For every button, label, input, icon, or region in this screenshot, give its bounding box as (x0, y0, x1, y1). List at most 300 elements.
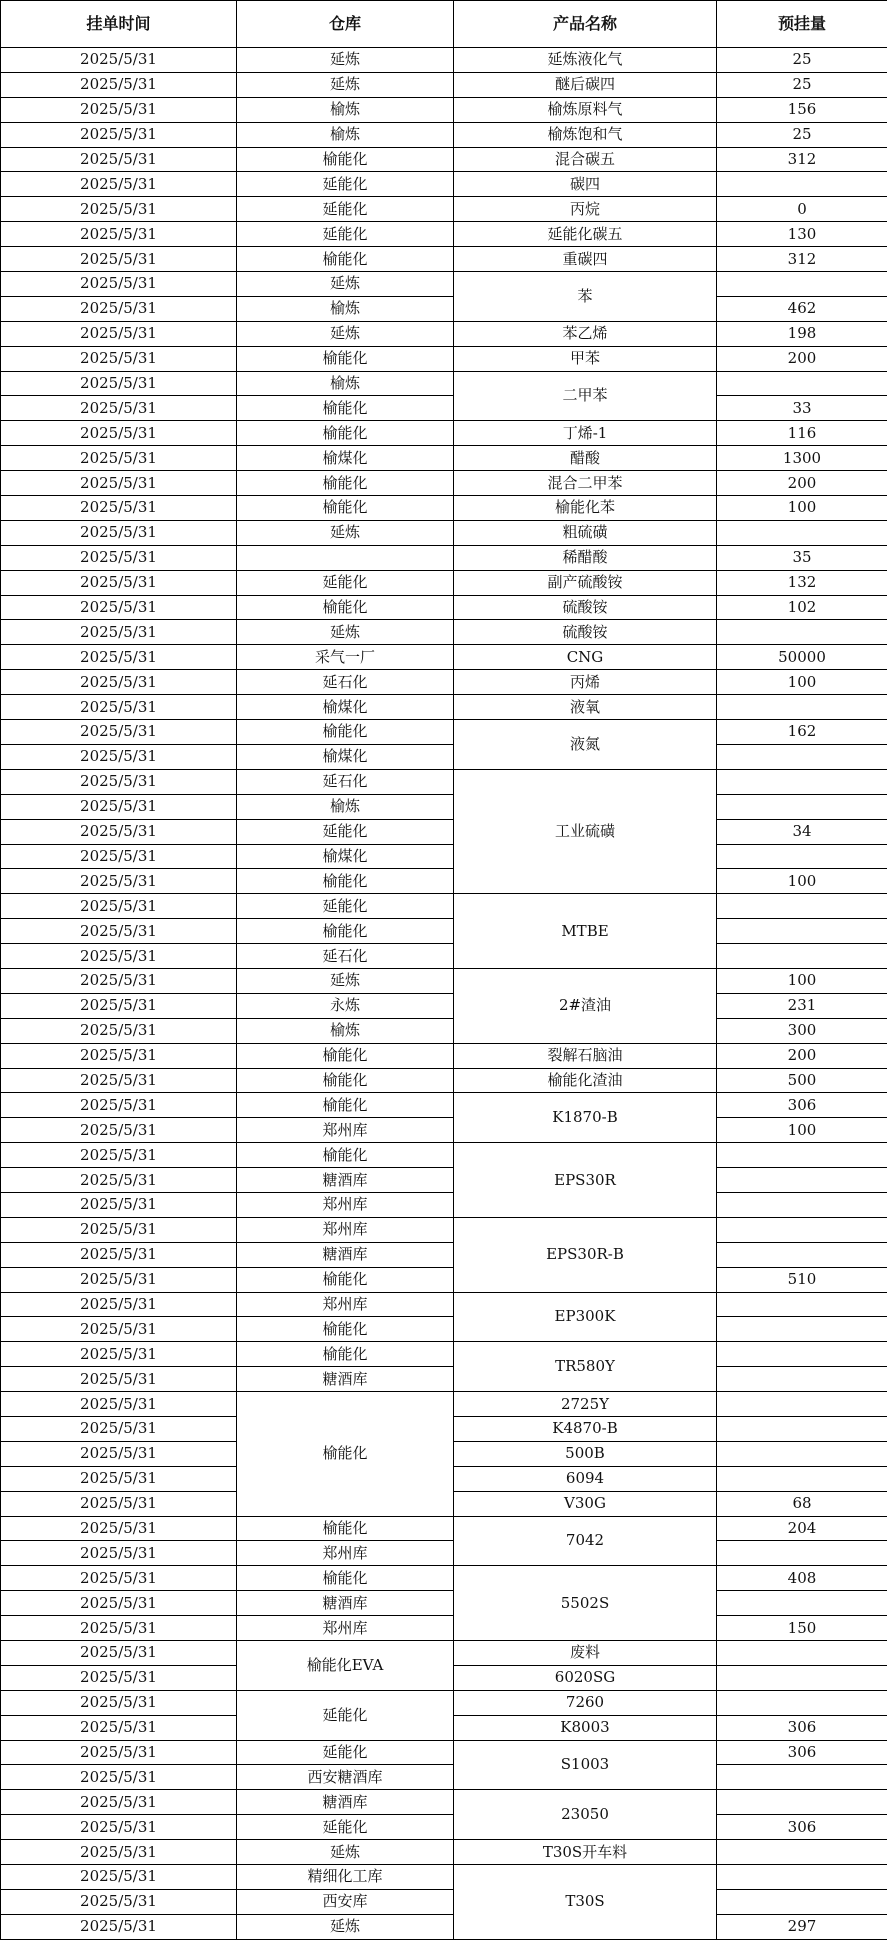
product-cell: EPS30R (454, 1143, 717, 1218)
warehouse-cell: 榆能化 (237, 1093, 454, 1118)
quantity-cell: 300 (717, 1018, 887, 1043)
time-cell: 2025/5/31 (1, 1018, 237, 1043)
time-cell: 2025/5/31 (1, 1790, 237, 1815)
quantity-cell (717, 1143, 887, 1168)
quantity-cell (717, 769, 887, 794)
product-cell: 工业硫磺 (454, 769, 717, 893)
quantity-cell (717, 919, 887, 944)
time-cell: 2025/5/31 (1, 222, 237, 247)
quantity-cell (717, 1665, 887, 1690)
time-cell: 2025/5/31 (1, 545, 237, 570)
table-row (1, 1043, 887, 1068)
product-cell: 23050 (454, 1790, 717, 1840)
warehouse-cell: 榆能化 (237, 1267, 454, 1292)
quantity-cell: 35 (717, 545, 887, 570)
quantity-cell: 297 (717, 1914, 887, 1939)
product-cell: 榆炼原料气 (454, 97, 717, 122)
warehouse-cell: 郑州库 (237, 1192, 454, 1217)
quantity-cell (717, 172, 887, 197)
warehouse-cell: 糖酒库 (237, 1367, 454, 1392)
warehouse-cell: 榆能化 (237, 471, 454, 496)
time-cell: 2025/5/31 (1, 968, 237, 993)
quantity-cell: 25 (717, 122, 887, 147)
quantity-cell (717, 1889, 887, 1914)
table-row (1, 1242, 887, 1267)
time-cell: 2025/5/31 (1, 1242, 237, 1267)
time-cell: 2025/5/31 (1, 1665, 237, 1690)
warehouse-cell: 榆炼 (237, 122, 454, 147)
warehouse-cell: 榆炼 (237, 97, 454, 122)
quantity-cell: 200 (717, 346, 887, 371)
product-cell: 丁烯-1 (454, 421, 717, 446)
product-cell: 稀醋酸 (454, 545, 717, 570)
quantity-cell: 34 (717, 819, 887, 844)
table-row (1, 1093, 887, 1118)
warehouse-cell: 榆能化 (237, 147, 454, 172)
warehouse-cell: 榆能化 (237, 421, 454, 446)
warehouse-cell: 采气一厂 (237, 645, 454, 670)
table-row (1, 545, 887, 570)
time-cell: 2025/5/31 (1, 1342, 237, 1367)
quantity-cell: 156 (717, 97, 887, 122)
quantity-cell (717, 1192, 887, 1217)
warehouse-cell: 西安库 (237, 1889, 454, 1914)
table-row (1, 496, 887, 521)
quantity-cell (717, 272, 887, 297)
warehouse-cell: 榆煤化 (237, 744, 454, 769)
table-row (1, 1865, 887, 1890)
warehouse-cell (237, 545, 454, 570)
product-cell: 500B (454, 1441, 717, 1466)
header-quantity: 预挂量 (717, 1, 887, 48)
table-row (1, 1392, 887, 1417)
time-cell: 2025/5/31 (1, 1865, 237, 1890)
quantity-cell: 500 (717, 1068, 887, 1093)
table-row (1, 1840, 887, 1865)
quantity-cell (717, 1840, 887, 1865)
quantity-cell (717, 520, 887, 545)
warehouse-cell: 榆能化 (237, 396, 454, 421)
quantity-cell: 100 (717, 670, 887, 695)
table-row (1, 869, 887, 894)
warehouse-cell: 延炼 (237, 72, 454, 97)
time-cell: 2025/5/31 (1, 1541, 237, 1566)
time-cell: 2025/5/31 (1, 869, 237, 894)
time-cell: 2025/5/31 (1, 1043, 237, 1068)
product-cell: 丙烯 (454, 670, 717, 695)
product-cell: 榆炼饱和气 (454, 122, 717, 147)
table-row (1, 1889, 887, 1914)
table-row (1, 645, 887, 670)
time-cell: 2025/5/31 (1, 1765, 237, 1790)
quantity-cell: 150 (717, 1616, 887, 1641)
time-cell: 2025/5/31 (1, 1392, 237, 1417)
quantity-cell: 162 (717, 720, 887, 745)
warehouse-cell: 糖酒库 (237, 1591, 454, 1616)
quantity-cell (717, 1790, 887, 1815)
product-cell: 液氧 (454, 695, 717, 720)
quantity-cell: 100 (717, 1118, 887, 1143)
quantity-cell: 200 (717, 1043, 887, 1068)
time-cell: 2025/5/31 (1, 794, 237, 819)
table-row (1, 1765, 887, 1790)
quantity-cell: 100 (717, 869, 887, 894)
quantity-cell: 200 (717, 471, 887, 496)
table-row (1, 620, 887, 645)
quantity-cell (717, 1217, 887, 1242)
warehouse-cell: 延能化 (237, 1815, 454, 1840)
time-cell: 2025/5/31 (1, 819, 237, 844)
time-cell: 2025/5/31 (1, 1616, 237, 1641)
warehouse-cell: 郑州库 (237, 1541, 454, 1566)
table-row (1, 944, 887, 969)
product-cell: 榆能化苯 (454, 496, 717, 521)
product-cell: 7260 (454, 1690, 717, 1715)
time-cell: 2025/5/31 (1, 944, 237, 969)
time-cell: 2025/5/31 (1, 1292, 237, 1317)
time-cell: 2025/5/31 (1, 496, 237, 521)
header-row (1, 1, 887, 48)
quantity-cell: 204 (717, 1516, 887, 1541)
time-cell: 2025/5/31 (1, 1840, 237, 1865)
quantity-cell: 102 (717, 595, 887, 620)
header-product: 产品名称 (454, 1, 717, 48)
time-cell: 2025/5/31 (1, 446, 237, 471)
table-row (1, 570, 887, 595)
warehouse-cell: 糖酒库 (237, 1168, 454, 1193)
warehouse-cell: 榆能化 (237, 1068, 454, 1093)
table-row (1, 1367, 887, 1392)
table-row (1, 595, 887, 620)
table-row (1, 371, 887, 396)
table-row (1, 1516, 887, 1541)
time-cell: 2025/5/31 (1, 520, 237, 545)
time-cell: 2025/5/31 (1, 48, 237, 73)
time-cell: 2025/5/31 (1, 720, 237, 745)
time-cell: 2025/5/31 (1, 296, 237, 321)
table-row (1, 172, 887, 197)
time-cell: 2025/5/31 (1, 1466, 237, 1491)
quantity-cell (717, 620, 887, 645)
time-cell: 2025/5/31 (1, 97, 237, 122)
table-row (1, 894, 887, 919)
warehouse-cell: 糖酒库 (237, 1242, 454, 1267)
table-row (1, 296, 887, 321)
time-cell: 2025/5/31 (1, 1740, 237, 1765)
product-cell: 2#渣油 (454, 968, 717, 1043)
table-row (1, 1690, 887, 1715)
warehouse-cell: 榆能化 (237, 496, 454, 521)
quantity-cell: 116 (717, 421, 887, 446)
warehouse-cell: 郑州库 (237, 1217, 454, 1242)
warehouse-cell: 延石化 (237, 944, 454, 969)
table-row (1, 1790, 887, 1815)
warehouse-cell: 延能化 (237, 222, 454, 247)
quantity-cell: 100 (717, 968, 887, 993)
table-row (1, 1342, 887, 1367)
quantity-cell (717, 1865, 887, 1890)
product-cell: 废料 (454, 1641, 717, 1666)
time-cell: 2025/5/31 (1, 1416, 237, 1441)
table-row (1, 1143, 887, 1168)
warehouse-cell: 延能化 (237, 894, 454, 919)
time-cell: 2025/5/31 (1, 769, 237, 794)
product-cell: CNG (454, 645, 717, 670)
table-row (1, 1068, 887, 1093)
quantity-cell: 462 (717, 296, 887, 321)
table-row (1, 272, 887, 297)
time-cell: 2025/5/31 (1, 321, 237, 346)
product-cell: K4870-B (454, 1416, 717, 1441)
table-row (1, 396, 887, 421)
quantity-cell: 33 (717, 396, 887, 421)
time-cell: 2025/5/31 (1, 371, 237, 396)
quantity-cell: 68 (717, 1491, 887, 1516)
warehouse-cell: 郑州库 (237, 1292, 454, 1317)
time-cell: 2025/5/31 (1, 1889, 237, 1914)
warehouse-cell: 延能化 (237, 570, 454, 595)
product-cell: 副产硫酸铵 (454, 570, 717, 595)
table-row (1, 72, 887, 97)
quantity-cell: 510 (717, 1267, 887, 1292)
quantity-cell: 306 (717, 1093, 887, 1118)
table-row (1, 1641, 887, 1666)
time-cell: 2025/5/31 (1, 1566, 237, 1591)
time-cell: 2025/5/31 (1, 247, 237, 272)
table-row (1, 1168, 887, 1193)
quantity-cell: 50000 (717, 645, 887, 670)
warehouse-cell: 郑州库 (237, 1118, 454, 1143)
time-cell: 2025/5/31 (1, 1641, 237, 1666)
quantity-cell (717, 371, 887, 396)
time-cell: 2025/5/31 (1, 1217, 237, 1242)
warehouse-cell: 榆能化 (237, 247, 454, 272)
quantity-cell (717, 894, 887, 919)
time-cell: 2025/5/31 (1, 1715, 237, 1740)
time-cell: 2025/5/31 (1, 1093, 237, 1118)
warehouse-cell: 延炼 (237, 48, 454, 73)
quantity-cell (717, 1342, 887, 1367)
time-cell: 2025/5/31 (1, 1192, 237, 1217)
table-row (1, 147, 887, 172)
quantity-cell (717, 1441, 887, 1466)
time-cell: 2025/5/31 (1, 197, 237, 222)
product-cell: MTBE (454, 894, 717, 969)
warehouse-cell: 延能化 (237, 172, 454, 197)
time-cell: 2025/5/31 (1, 1267, 237, 1292)
product-cell: K8003 (454, 1715, 717, 1740)
time-cell: 2025/5/31 (1, 1491, 237, 1516)
quantity-cell (717, 695, 887, 720)
product-cell: 醚后碳四 (454, 72, 717, 97)
warehouse-cell: 榆煤化 (237, 695, 454, 720)
time-cell: 2025/5/31 (1, 695, 237, 720)
time-cell: 2025/5/31 (1, 1690, 237, 1715)
warehouse-cell: 榆煤化 (237, 446, 454, 471)
product-cell: 延炼液化气 (454, 48, 717, 73)
quantity-cell (717, 744, 887, 769)
quantity-cell (717, 1416, 887, 1441)
time-cell: 2025/5/31 (1, 421, 237, 446)
time-cell: 2025/5/31 (1, 1367, 237, 1392)
time-cell: 2025/5/31 (1, 471, 237, 496)
header-warehouse: 仓库 (237, 1, 454, 48)
product-cell: K1870-B (454, 1093, 717, 1143)
time-cell: 2025/5/31 (1, 396, 237, 421)
quantity-cell (717, 1292, 887, 1317)
warehouse-cell: 榆能化 (237, 1516, 454, 1541)
table-row (1, 321, 887, 346)
product-cell: S1003 (454, 1740, 717, 1790)
product-cell: T30S (454, 1865, 717, 1940)
quantity-cell (717, 1242, 887, 1267)
quantity-cell: 312 (717, 247, 887, 272)
time-cell: 2025/5/31 (1, 122, 237, 147)
quantity-cell: 306 (717, 1715, 887, 1740)
warehouse-cell: 榆炼 (237, 296, 454, 321)
time-cell: 2025/5/31 (1, 272, 237, 297)
product-cell: 二甲苯 (454, 371, 717, 421)
table-row (1, 1740, 887, 1765)
warehouse-cell: 榆炼 (237, 371, 454, 396)
warehouse-cell: 延能化 (237, 819, 454, 844)
quantity-cell: 1300 (717, 446, 887, 471)
product-cell: 苯 (454, 272, 717, 322)
product-cell: 混合碳五 (454, 147, 717, 172)
table-row (1, 1192, 887, 1217)
table-row (1, 1217, 887, 1242)
product-cell: 甲苯 (454, 346, 717, 371)
quantity-cell (717, 944, 887, 969)
warehouse-cell: 榆能化 (237, 1392, 454, 1516)
time-cell: 2025/5/31 (1, 147, 237, 172)
product-cell: 粗硫磺 (454, 520, 717, 545)
warehouse-cell: 榆能化 (237, 1566, 454, 1591)
quantity-cell (717, 1765, 887, 1790)
quantity-cell (717, 1690, 887, 1715)
time-cell: 2025/5/31 (1, 744, 237, 769)
quantity-cell: 231 (717, 993, 887, 1018)
table-row (1, 769, 887, 794)
warehouse-cell: 糖酒库 (237, 1790, 454, 1815)
product-cell: 5502S (454, 1566, 717, 1641)
product-cell: EP300K (454, 1292, 717, 1342)
time-cell: 2025/5/31 (1, 919, 237, 944)
time-cell: 2025/5/31 (1, 1516, 237, 1541)
table-row (1, 919, 887, 944)
time-cell: 2025/5/31 (1, 993, 237, 1018)
time-cell: 2025/5/31 (1, 645, 237, 670)
warehouse-cell: 榆煤化 (237, 844, 454, 869)
warehouse-cell: 延石化 (237, 670, 454, 695)
quantity-cell (717, 1367, 887, 1392)
product-cell: 醋酸 (454, 446, 717, 471)
table-row (1, 222, 887, 247)
product-cell: 2725Y (454, 1392, 717, 1417)
product-cell: 碳四 (454, 172, 717, 197)
table-row (1, 471, 887, 496)
time-cell: 2025/5/31 (1, 1441, 237, 1466)
table-row (1, 520, 887, 545)
warehouse-cell: 延炼 (237, 1840, 454, 1865)
time-cell: 2025/5/31 (1, 346, 237, 371)
time-cell: 2025/5/31 (1, 72, 237, 97)
warehouse-cell: 榆能化 (237, 595, 454, 620)
time-cell: 2025/5/31 (1, 1143, 237, 1168)
warehouse-cell: 延炼 (237, 272, 454, 297)
product-cell: TR580Y (454, 1342, 717, 1392)
table-row (1, 1292, 887, 1317)
warehouse-cell: 榆能化 (237, 346, 454, 371)
table-row (1, 794, 887, 819)
product-cell: 6094 (454, 1466, 717, 1491)
warehouse-cell: 永炼 (237, 993, 454, 1018)
table-row (1, 670, 887, 695)
table-row (1, 1815, 887, 1840)
quantity-cell (717, 1466, 887, 1491)
table-row (1, 695, 887, 720)
table-row (1, 1914, 887, 1939)
table-row (1, 1541, 887, 1566)
warehouse-cell: 郑州库 (237, 1616, 454, 1641)
table-row (1, 1317, 887, 1342)
time-cell: 2025/5/31 (1, 894, 237, 919)
table-row (1, 1118, 887, 1143)
time-cell: 2025/5/31 (1, 1118, 237, 1143)
warehouse-cell: 延能化 (237, 197, 454, 222)
quantity-cell: 306 (717, 1740, 887, 1765)
time-cell: 2025/5/31 (1, 844, 237, 869)
quantity-cell (717, 1541, 887, 1566)
product-cell: EPS30R-B (454, 1217, 717, 1292)
product-cell: 延能化碳五 (454, 222, 717, 247)
quantity-cell (717, 844, 887, 869)
quantity-cell: 408 (717, 1566, 887, 1591)
quantity-cell: 100 (717, 496, 887, 521)
quantity-cell: 306 (717, 1815, 887, 1840)
table-row (1, 346, 887, 371)
warehouse-cell: 延炼 (237, 968, 454, 993)
table-row (1, 968, 887, 993)
product-cell: 7042 (454, 1516, 717, 1566)
table-row (1, 1267, 887, 1292)
warehouse-cell: 西安糖酒库 (237, 1765, 454, 1790)
warehouse-cell: 榆能化 (237, 1043, 454, 1068)
table-row (1, 720, 887, 745)
product-cell: 混合二甲苯 (454, 471, 717, 496)
warehouse-cell: 榆能化 (237, 720, 454, 745)
product-cell: 榆能化渣油 (454, 1068, 717, 1093)
table-row (1, 993, 887, 1018)
table-row (1, 1616, 887, 1641)
quantity-cell: 130 (717, 222, 887, 247)
quantity-cell (717, 794, 887, 819)
table-row (1, 744, 887, 769)
time-cell: 2025/5/31 (1, 1317, 237, 1342)
warehouse-cell: 榆炼 (237, 794, 454, 819)
table-row (1, 844, 887, 869)
quantity-cell: 25 (717, 72, 887, 97)
warehouse-cell: 榆能化 (237, 919, 454, 944)
product-cell: 苯乙烯 (454, 321, 717, 346)
table-row (1, 819, 887, 844)
warehouse-cell: 延炼 (237, 520, 454, 545)
table-row (1, 97, 887, 122)
time-cell: 2025/5/31 (1, 1914, 237, 1939)
warehouse-cell: 榆能化 (237, 1143, 454, 1168)
product-cell: 重碳四 (454, 247, 717, 272)
product-cell: T30S开车料 (454, 1840, 717, 1865)
